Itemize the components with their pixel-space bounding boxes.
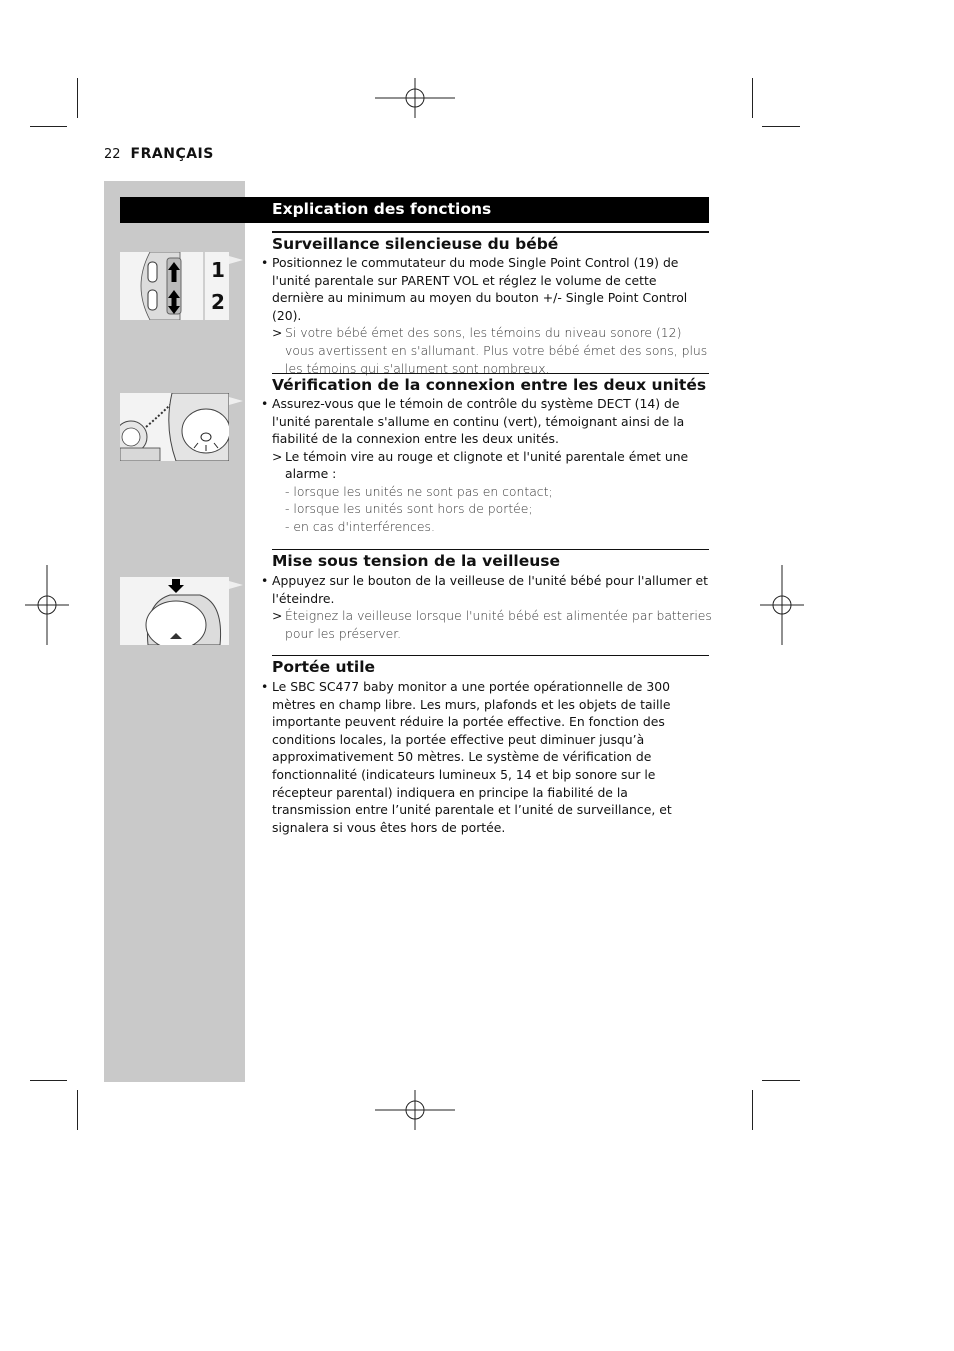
page-number: 22 xyxy=(104,147,121,162)
section-title: Surveillance silencieuse du bébé xyxy=(272,235,559,253)
pointer-icon xyxy=(229,256,243,264)
bullet-symbol: • xyxy=(261,679,269,694)
section-title: Mise sous tension de la veilleuse xyxy=(272,552,560,570)
step-label-1: 1 xyxy=(211,258,225,282)
crop-mark xyxy=(752,1090,753,1130)
illustration-nightlight xyxy=(120,577,229,645)
step-label-2: 2 xyxy=(211,290,225,314)
pointer-icon xyxy=(229,397,243,405)
section-body xyxy=(261,395,712,536)
bullet-symbol: • xyxy=(261,396,269,411)
section-divider xyxy=(272,549,709,550)
instruction-text: Le SBC SC477 baby monitor a une portée opérationnelle de 300 mètres en champ libre. Les murs, plafonds et les objets de taille importante peuvent réduire la portée effective. En fonction des conditions locales, la portée effective peut diminuer jusqu’à approximativement 50 mètres. Le système de vérification de fonctionnalité (indicateurs lumineux 5, 14 et bip sonore sur le récepteur parental) indiquera en principe la fiabilité de la transmission entre l’unité parentale et l’unité de surveillance, et signalera si vous êtes hors de portée. xyxy=(272,679,672,835)
crop-mark xyxy=(77,78,78,118)
condition-item: - en cas d'interférences. xyxy=(285,518,435,534)
page-header xyxy=(104,146,214,162)
section-banner xyxy=(120,197,709,223)
crop-mark xyxy=(77,1090,78,1130)
result-symbol: > xyxy=(272,448,283,464)
section-title: Vérification de la connexion entre les deux unités xyxy=(272,376,707,394)
instruction-text: Positionnez le commutateur du mode Single Point Control (19) de l'unité parentale sur PARENT VOL et réglez le volume de cette dernière au minimum au moyen du bouton +/- Single Point Control (20). xyxy=(272,255,688,323)
section-divider xyxy=(272,655,709,656)
banner-title: Explication des fonctions xyxy=(272,200,492,218)
crop-mark xyxy=(752,78,753,118)
condition-item: - lorsque les unités sont hors de portée; xyxy=(285,501,533,517)
registration-mark-icon xyxy=(760,565,804,645)
result-symbol: > xyxy=(272,608,283,624)
bullet-symbol: • xyxy=(261,255,269,270)
result-text: Le témoin vire au rouge et clignote et l'unité parentale émet une alarme : xyxy=(285,448,689,482)
registration-mark-icon xyxy=(25,565,69,645)
section-body xyxy=(261,254,712,377)
condition-item: - lorsque les unités ne sont pas en contact; xyxy=(285,483,553,499)
crop-mark xyxy=(762,1080,800,1081)
result-symbol: > xyxy=(272,325,283,341)
crop-mark xyxy=(30,1080,67,1081)
section-divider xyxy=(272,231,709,233)
crop-mark xyxy=(30,126,67,127)
pointer-icon xyxy=(229,581,243,589)
section-body xyxy=(261,678,708,836)
crop-mark xyxy=(762,126,800,127)
section-divider xyxy=(272,373,709,374)
language-label: FRANÇAIS xyxy=(130,146,214,162)
illustration-connection xyxy=(120,393,229,461)
registration-mark-icon xyxy=(375,1090,455,1130)
section-title: Portée utile xyxy=(272,658,376,676)
registration-mark-icon xyxy=(375,78,455,118)
bullet-symbol: • xyxy=(261,573,269,588)
instruction-text: Appuyez sur le bouton de la veilleuse de l'unité bébé pour l'allumer et l'éteindre. xyxy=(272,573,708,606)
result-text: Si votre bébé émet des sons, les témoins du niveau sonore (12) vous avertissent en s'allumant. Plus votre bébé émet des sons, plus les témoins qui s'allument sont nombreux. xyxy=(285,325,708,376)
result-text: Éteignez la veilleuse lorsque l'unité bébé est alimentée par batteries pour les préserver. xyxy=(285,608,712,641)
instruction-text: Assurez-vous que le témoin de contrôle du système DECT (14) de l'unité parentale s'allume en continu (vert), témoignant ainsi de la fiabilité de la connexion entre les deux unités. xyxy=(272,396,685,447)
section-body xyxy=(261,572,712,642)
